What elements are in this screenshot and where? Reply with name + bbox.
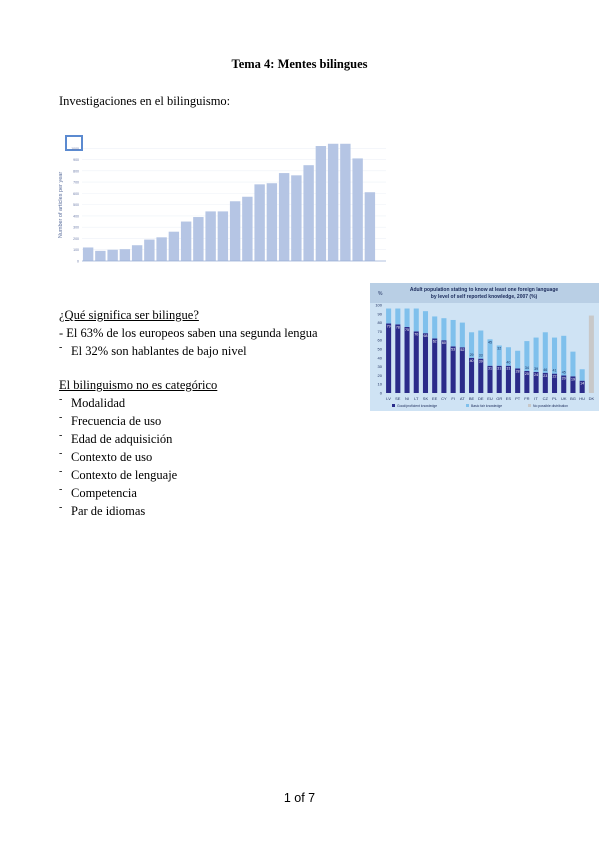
x-tick-label: DK xyxy=(588,396,595,401)
bar-segment xyxy=(441,340,446,393)
y-tick-label: 50 xyxy=(377,346,382,352)
chart-title-line2: by level of self reported knowledge, 2007 (%) xyxy=(430,294,538,300)
legend-swatch xyxy=(528,404,531,407)
data-label: 31 xyxy=(497,366,502,371)
articles-per-year-chart xyxy=(58,125,390,275)
list-item: - Frecuencia de uso xyxy=(59,412,217,430)
y-tick-label: 400 xyxy=(73,214,79,219)
x-tick-label: GR xyxy=(496,396,503,401)
bar-segment xyxy=(570,352,575,377)
bar xyxy=(267,183,277,261)
data-label: 45 xyxy=(488,340,492,345)
bar-segment xyxy=(451,320,456,346)
y-tick-label: 60 xyxy=(377,337,382,343)
bar-segment xyxy=(432,316,437,338)
bar xyxy=(120,249,130,261)
data-label: 31 xyxy=(506,366,511,371)
bar-segment xyxy=(395,309,400,325)
bar-segment xyxy=(543,332,548,372)
bar-segment xyxy=(451,346,456,393)
bar xyxy=(316,146,326,261)
bar xyxy=(169,232,179,261)
section1-line-1: - El 63% de los europeos saben una segunda lengua xyxy=(59,326,318,340)
x-tick-label: DE xyxy=(478,396,484,401)
x-tick-label: LV xyxy=(386,396,391,401)
bar xyxy=(83,247,93,261)
page-footer: 1 of 7 xyxy=(283,791,316,805)
y-tick-label: 100 xyxy=(73,248,79,253)
section1-heading: ¿Qué significa ser bilingue? xyxy=(59,308,199,322)
bar-segment xyxy=(405,309,410,327)
y-axis-label: Number of articles per year xyxy=(58,171,64,239)
bar-segment xyxy=(441,318,446,340)
y-tick-label: 0 xyxy=(77,259,79,264)
section-not-categorical xyxy=(59,376,217,520)
bar-segment xyxy=(515,351,520,369)
data-label: 46 xyxy=(543,367,548,372)
subtitle: Investigaciones en el bilinguismo: xyxy=(59,94,231,108)
x-tick-label: LT xyxy=(414,396,419,401)
x-tick-label: SE xyxy=(395,396,401,401)
x-tick-label: SK xyxy=(422,396,429,401)
bar-segment xyxy=(395,324,400,393)
y-tick-label: 10 xyxy=(377,381,382,387)
x-tick-label: FR xyxy=(524,396,530,401)
x-tick-label: CZ xyxy=(542,396,548,401)
list-item: - Modalidad xyxy=(59,394,217,412)
x-tick-label: ES xyxy=(505,396,512,401)
x-tick-label: EU xyxy=(487,396,493,401)
data-label: 70 xyxy=(414,332,419,337)
section2-heading: El bilinguismo no es categórico xyxy=(59,378,218,392)
legend-swatch xyxy=(466,404,469,407)
list-item: - Edad de adquisición xyxy=(59,430,217,448)
y-tick-label: 300 xyxy=(73,225,79,230)
bar xyxy=(254,184,264,261)
x-tick-label: PL xyxy=(552,396,557,401)
bar-segment xyxy=(405,327,410,393)
y-tick-label: 800 xyxy=(73,169,79,174)
data-label: 78 xyxy=(395,325,400,330)
y-tick-label: 0 xyxy=(379,390,382,396)
data-label: 40 xyxy=(506,360,511,365)
y-tick-label: 100 xyxy=(375,302,382,308)
bar xyxy=(230,201,240,261)
x-tick-label: CY xyxy=(441,396,447,401)
data-label: 14 xyxy=(580,381,585,386)
data-label: 28 xyxy=(515,369,520,374)
bar xyxy=(352,158,362,261)
y-tick-label: 40 xyxy=(377,355,382,361)
legend-label: Basic fair knowledge xyxy=(471,404,503,408)
bar-segment xyxy=(423,311,428,333)
data-label: 19 xyxy=(570,377,575,382)
x-tick-label: HU xyxy=(579,396,586,401)
legend-swatch xyxy=(392,404,395,407)
list-item: - Competencia xyxy=(59,484,217,502)
bar xyxy=(107,250,117,261)
bar xyxy=(181,222,191,261)
bar xyxy=(291,175,301,261)
x-tick-label: IT xyxy=(534,396,538,401)
bar-segment xyxy=(423,333,428,393)
data-label: 40 xyxy=(469,358,474,363)
legend-label: No possible distribution xyxy=(533,404,569,408)
y-tick-label: 700 xyxy=(73,180,79,185)
data-label: 52 xyxy=(460,348,465,353)
data-label: 20 xyxy=(561,376,566,381)
data-label: 25 xyxy=(524,372,529,376)
foreign-language-chart xyxy=(370,283,599,411)
data-label: 45 xyxy=(561,370,566,375)
data-label: 62 xyxy=(432,339,437,344)
y-tick-label: 500 xyxy=(73,203,79,208)
bar xyxy=(132,245,142,261)
bar-segment xyxy=(460,347,465,393)
bar-segment xyxy=(414,309,419,332)
data-label: 39 xyxy=(478,359,483,364)
data-label: 75 xyxy=(405,328,410,332)
y-tick-label: 70 xyxy=(377,328,382,334)
y-tick-label: 80 xyxy=(377,320,382,326)
data-label: 24 xyxy=(534,372,539,377)
y-tick-label: 900 xyxy=(73,158,79,163)
x-tick-label: BG xyxy=(570,396,576,401)
bar-segment xyxy=(589,316,594,393)
x-tick-label: AT xyxy=(459,396,465,401)
list-item: - Contexto de uso xyxy=(59,448,217,466)
data-label: 39 xyxy=(534,366,539,371)
bar-segment xyxy=(386,309,391,324)
bar xyxy=(144,240,154,261)
bar xyxy=(156,237,166,261)
bar xyxy=(365,192,375,261)
data-label: 41 xyxy=(552,368,557,373)
data-label: 29 xyxy=(469,352,474,357)
data-label: 60 xyxy=(441,341,446,346)
bar-segment xyxy=(469,358,474,393)
data-label: 34 xyxy=(524,366,529,370)
x-tick-label: BE xyxy=(468,396,475,401)
section-bilingual-meaning xyxy=(59,306,318,360)
bar xyxy=(193,217,203,261)
bar xyxy=(205,211,215,261)
data-label: 22 xyxy=(552,374,557,379)
x-tick-label: EE xyxy=(432,396,438,401)
y-tick-label: 600 xyxy=(73,191,79,196)
data-label: 32 xyxy=(497,346,502,351)
bar xyxy=(95,251,105,261)
data-label: 31 xyxy=(488,366,492,371)
bar-segment xyxy=(386,323,391,393)
data-label: 79 xyxy=(386,324,391,329)
bar xyxy=(218,211,228,261)
list-item: - Contexto de lenguaje xyxy=(59,466,217,484)
bar xyxy=(328,144,338,261)
x-tick-label: FI xyxy=(451,396,455,401)
y-tick-label: 20 xyxy=(377,372,382,378)
bar xyxy=(340,144,350,261)
chart-title: Adult population stating to know at least one foreign language xyxy=(409,287,559,293)
bar-segment xyxy=(460,323,465,348)
section1-line-2: - El 32% son hablantes de bajo nivel xyxy=(59,342,318,360)
y-tick-label: 90 xyxy=(377,311,382,317)
y-tick-label: 30 xyxy=(377,364,382,370)
list-item: - Par de idiomas xyxy=(59,502,217,520)
data-label: 68 xyxy=(423,334,428,339)
data-label: 33 xyxy=(478,353,483,358)
y-tick-label: 1000 xyxy=(71,146,79,151)
x-tick-label: PT xyxy=(515,396,521,401)
data-label: 23 xyxy=(543,373,548,378)
page-title: Tema 4: Mentes bilingues xyxy=(231,57,368,71)
x-tick-label: UK xyxy=(560,396,567,401)
bar-segment xyxy=(414,331,419,393)
data-label: 53 xyxy=(451,347,456,352)
bar xyxy=(242,197,252,261)
bar-segment xyxy=(432,338,437,393)
bar xyxy=(303,165,313,261)
x-tick-label: NI xyxy=(405,396,410,401)
y-axis-label: % xyxy=(378,291,383,297)
bar-segment xyxy=(580,369,585,380)
legend-label: Good/proficient knowledge xyxy=(397,404,438,408)
bar xyxy=(279,173,289,261)
y-tick-label: 200 xyxy=(73,236,79,241)
bar-segment xyxy=(478,359,483,393)
